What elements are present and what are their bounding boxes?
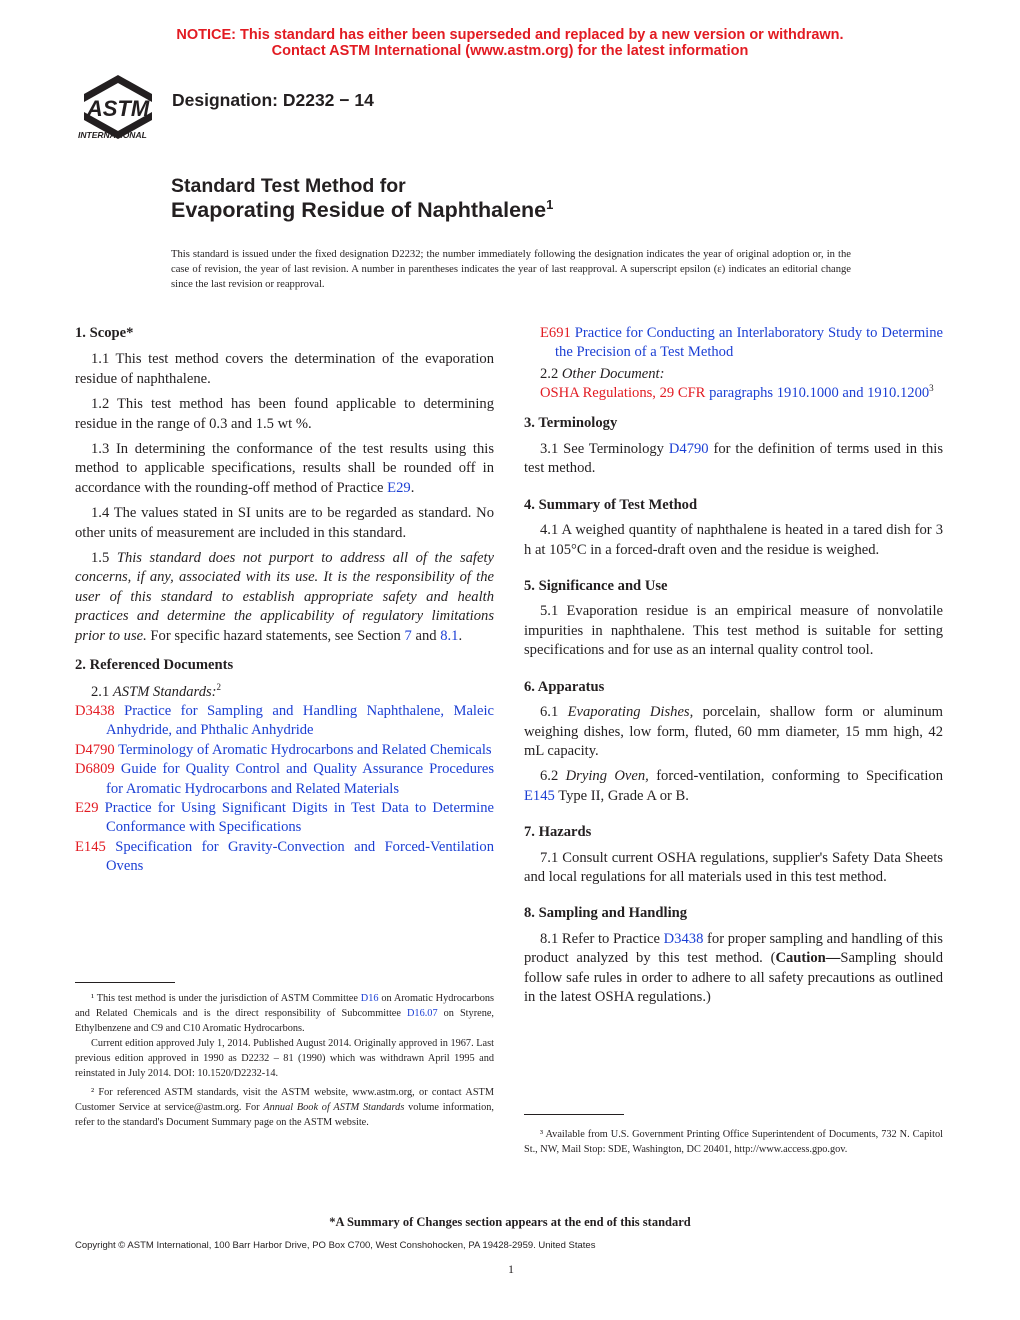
logo-text: ASTM	[86, 96, 150, 121]
link-e145[interactable]: E145	[524, 787, 555, 804]
title-footnote-marker: 1	[546, 196, 554, 212]
ref-item	[75, 799, 494, 838]
ref-title-link[interactable]: Terminology of Aromatic Hydrocarbons and Related Chemicals	[118, 741, 492, 758]
para-3-1: 3.1 See Terminology D4790 for the definition of terms used in this test method.	[524, 441, 943, 477]
footnote-1-history: Current edition approved July 1, 2014. Published August 2014. Originally approved in 1967. Last previous edition approved in 1990 as D2232 – 81 (1990) which was withdrawn April 1995 and reinstated in July 2014. DOI: 10.1520/D2232-14.	[75, 1038, 494, 1079]
link-e29[interactable]: E29	[387, 479, 411, 496]
copyright: Copyright © ASTM International, 100 Barr Harbor Drive, PO Box C700, West Conshohocken, PA 19428-2959. United States	[75, 1240, 596, 1251]
right-column	[524, 324, 943, 1007]
para-4-1: 4.1 A weighed quantity of naphthalene is heated in a tared dish for 3 h at 105°C in a forced-draft oven and the residue is weighed.	[524, 522, 943, 558]
para-1-5: 1.5 This standard does not purport to address all of the safety concerns, if any, associated with its use. It is the responsibility of the user of this standard to establish appropriate safety and health practices and determine the applicability of regulatory limitations prior to use. For specific hazard statements, see Section 7 and 8.1.	[75, 550, 494, 644]
ref-item-osha: OSHA Regulations, 29 CFR paragraphs 1910.1000 and 1910.1200$^3$	[540, 383, 934, 402]
ref-code[interactable]: E145	[75, 838, 106, 855]
ref-item	[75, 760, 494, 799]
link-section-7[interactable]: 7	[404, 627, 412, 644]
link-d3438[interactable]: D3438	[663, 930, 704, 947]
logo-subtitle: INTERNATIONAL	[78, 130, 147, 140]
para-1-4: 1.4 The values stated in SI units are to be regarded as standard. No other units of measurement are included in this standard.	[75, 505, 494, 541]
para-8-1: 8.1 Refer to Practice D3438 for proper sampling and handling of this product analyzed by this test method. (Caution—Sampling should follow safe rules in order to adhere to all safety precautions as outlined in the latest OSHA regulations.)	[524, 930, 943, 1005]
section-7-heading: 7. Hazards	[524, 824, 592, 841]
ref-title-link[interactable]: Practice for Using Significant Digits in Test Data to Determine Conformance with Specifications	[104, 799, 494, 836]
link-d4790[interactable]: D4790	[668, 441, 709, 458]
ref-title-link[interactable]: Specification for Gravity-Convection and Forced-Ventilation Ovens	[106, 838, 494, 875]
para-1-1: 1.1 This test method covers the determination of the evaporation residue of naphthalene.	[75, 351, 494, 387]
para-2-1: 2.1 ASTM Standards:$^2$	[91, 681, 222, 700]
footnote-divider-right	[524, 1114, 624, 1115]
osha-paragraphs-link[interactable]: paragraphs 1910.1000 and 1910.1200	[709, 385, 930, 402]
footnote-divider-left	[75, 982, 175, 983]
ref-code[interactable]: D6809	[75, 761, 115, 778]
section-3-heading: 3. Terminology	[524, 414, 618, 431]
link-d16-07[interactable]: D16.07	[406, 1008, 438, 1019]
left-column	[75, 324, 494, 877]
link-d16[interactable]: D16	[360, 993, 379, 1004]
para-6-1: 6.1 Evaporating Dishes, porcelain, shallow form or aluminum weighing dishes, low form, fluted, 60 mm diameter, 15 mm high, 42 mL capacity.	[524, 704, 943, 759]
para-2-2: 2.2 Other Document:	[540, 365, 665, 382]
ref-code[interactable]: E691	[540, 325, 571, 341]
notice-banner	[0, 27, 1020, 59]
title-line-2	[171, 198, 553, 223]
ref-title-link[interactable]: Practice for Sampling and Handling Naphthalene, Maleic Anhydride, and Phthalic Anhydride	[106, 702, 494, 739]
link-section-8-1[interactable]: 8.1	[440, 627, 459, 644]
title-line-1: Standard Test Method for	[171, 175, 406, 197]
page-number: 1	[508, 1262, 514, 1276]
section-2-heading: 2. Referenced Documents	[75, 657, 234, 674]
intro-paragraph: This standard is issued under the fixed designation D2232; the number immediately following the designation indicates the year of original adoption or, in the case of revision, the year of last revision. A number in parentheses indicates the year of last reapproval. A superscript epsilon (ε) indicates an editorial change since the last revision or reapproval.	[171, 249, 851, 290]
section-1-heading: 1. Scope*	[75, 325, 134, 341]
section-4-heading: 4. Summary of Test Method	[524, 496, 698, 513]
ref-title-link[interactable]: Guide for Quality Control and Quality Assurance Procedures for Aromatic Hydrocarbons and Related Materials	[106, 761, 495, 797]
title-text: Evaporating Residue of Naphthalene	[171, 198, 547, 222]
para-6-2: 6.2 Drying Oven, forced-ventilation, conforming to Specification E145 Type II, Grade A or B.	[524, 768, 943, 804]
osha-link[interactable]: OSHA Regulations, 29 CFR	[540, 385, 706, 402]
para-5-1: 5.1 Evaporation residue is an empirical measure of nonvolatile impurities in naphthalene. This test method is suitable for setting specifications and for use as an internal quality control tool.	[524, 603, 943, 659]
ref-code[interactable]: D4790	[75, 741, 115, 758]
astm-logo	[72, 72, 164, 144]
ref-item	[75, 741, 494, 760]
section-8-heading: 8. Sampling and Handling	[524, 905, 688, 922]
footnote-1: ¹ This test method is under the jurisdiction of ASTM Committee D16 on Aromatic Hydrocarbons and Related Chemicals and is the direct responsibility of Subcommittee D16.07 on Styrene, Ethylbenzene and C9 and C10 Aromatic Hydrocarbons.	[75, 993, 494, 1034]
notice-line-2: Contact ASTM International (www.astm.org) for the latest information	[271, 43, 749, 59]
ref-code[interactable]: D3438	[75, 702, 115, 719]
section-5-heading: 5. Significance and Use	[524, 578, 668, 595]
para-7-1: 7.1 Consult current OSHA regulations, supplier's Safety Data Sheets and local regulations for all materials used in this test method.	[524, 849, 943, 885]
ref-item	[75, 702, 494, 741]
right-footnotes	[524, 1127, 943, 1157]
ref-item-e691	[524, 324, 943, 363]
summary-of-changes-note: *A Summary of Changes section appears at the end of this standard	[329, 1215, 691, 1229]
footnote-2: ² For referenced ASTM standards, visit the ASTM website, www.astm.org, or contact ASTM Customer Service at service@astm.org. For Annual Book of ASTM Standards volume information, refer to the standard's Document Summary page on the ASTM website.	[75, 1087, 494, 1128]
notice-line-1: NOTICE: This standard has either been superseded and replaced by a new version or withdrawn.	[176, 27, 844, 43]
designation: Designation: D2232 − 14	[172, 90, 374, 110]
ref-item	[75, 838, 494, 877]
ref-title-link[interactable]: Practice for Conducting an Interlaboratory Study to Determine the Precision of a Test Method	[555, 325, 944, 361]
para-1-3: 1.3 In determining the conformance of the test results using this method to applicable specifications, results shall be rounded off in accordance with the rounding-off method of Practice E29.	[75, 441, 494, 496]
left-footnotes	[75, 991, 494, 1130]
section-6-heading: 6. Apparatus	[524, 678, 605, 695]
para-1-2: 1.2 This test method has been found applicable to determining residue in the range of 0.3 and 1.5 wt %.	[75, 396, 494, 432]
ref-code[interactable]: E29	[75, 799, 99, 816]
footnote-3: ³ Available from U.S. Government Printing Office Superintendent of Documents, 732 N. Capitol St., NW, Mail Stop: SDE, Washington, DC 20401, http://www.access.gpo.gov.	[524, 1129, 943, 1155]
